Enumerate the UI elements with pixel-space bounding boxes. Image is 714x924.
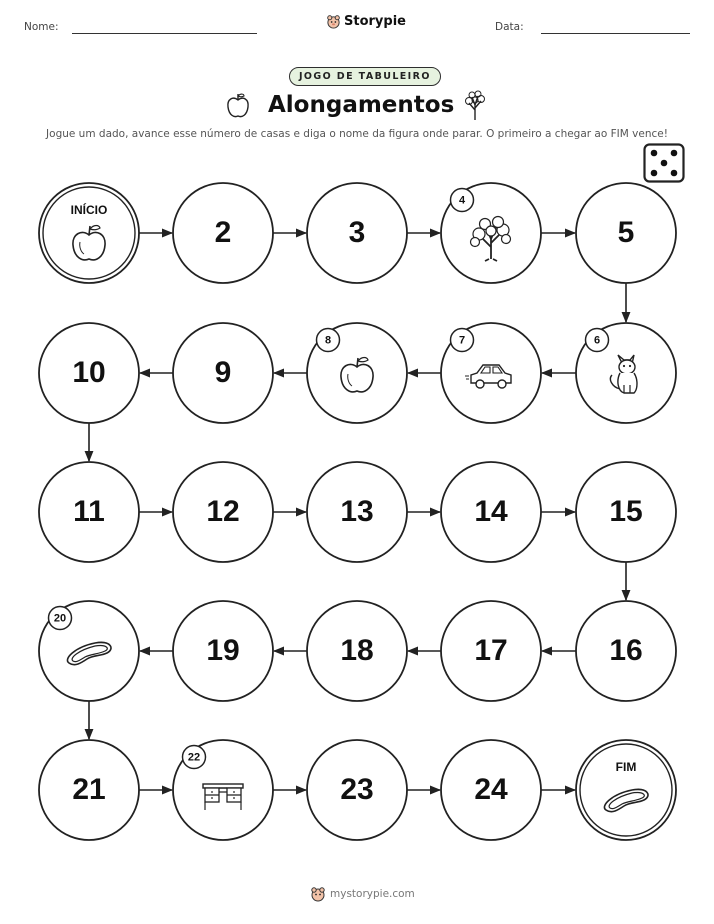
cell-number: 9 xyxy=(214,355,232,389)
end-label: FIM xyxy=(615,760,637,775)
cell-number: 12 xyxy=(206,494,240,528)
footer xyxy=(310,886,415,902)
board-cell-5 xyxy=(576,183,676,283)
storypie-logo-icon xyxy=(310,886,326,902)
cell-number: 14 xyxy=(474,494,508,528)
cell-number: 22 xyxy=(187,751,201,764)
board-cell-25 xyxy=(576,740,676,840)
board-cell-12 xyxy=(173,462,273,562)
cell-number: 20 xyxy=(53,612,67,625)
board-cell-17 xyxy=(441,601,541,701)
board-cell-19 xyxy=(173,601,273,701)
cell-number: 19 xyxy=(206,633,240,667)
cell-number: 24 xyxy=(474,772,508,806)
board-cell-3 xyxy=(307,183,407,283)
board-cell-24 xyxy=(441,740,541,840)
board-cell-20 xyxy=(39,601,139,701)
board-cell-7 xyxy=(441,323,541,423)
board-cell-15 xyxy=(576,462,676,562)
cell-number: 4 xyxy=(458,194,466,207)
board-cell-10 xyxy=(39,323,139,423)
cell-number: 10 xyxy=(72,355,106,389)
board-cell-18 xyxy=(307,601,407,701)
board-cell-11 xyxy=(39,462,139,562)
cell-number: 16 xyxy=(609,633,643,667)
game-type-badge: JOGO DE TABULEIRO xyxy=(289,67,441,86)
board-cell-23 xyxy=(307,740,407,840)
cell-number: 15 xyxy=(609,494,643,528)
name-label: Nome: xyxy=(24,21,59,33)
cell-number: 13 xyxy=(340,494,374,528)
page-title: Alongamentos xyxy=(268,92,455,118)
board-cell-4 xyxy=(441,183,541,283)
cell-number: 18 xyxy=(340,633,374,667)
cell-number: 21 xyxy=(72,772,106,806)
cell-number: 8 xyxy=(324,334,332,347)
board-cell-16 xyxy=(576,601,676,701)
cell-number: 5 xyxy=(617,215,635,249)
cell-number: 2 xyxy=(214,215,232,249)
instructions: Jogue um dado, avance esse número de casas e diga o nome da figura onde parar. O primeiro a chegar ao FIM vence! xyxy=(46,128,668,140)
board-cell-13 xyxy=(307,462,407,562)
board-cell-8 xyxy=(307,323,407,423)
board-cell-2 xyxy=(173,183,273,283)
date-label: Data: xyxy=(495,21,524,33)
cell-number: 6 xyxy=(593,334,601,347)
board-cell-1 xyxy=(39,183,139,283)
board-cell-6 xyxy=(576,323,676,423)
board-cell-14 xyxy=(441,462,541,562)
cell-number: 7 xyxy=(458,334,466,347)
cell-number: 23 xyxy=(340,772,374,806)
cell-number: 17 xyxy=(474,633,508,667)
cell-number: 3 xyxy=(348,215,366,249)
footer-url[interactable]: mystorypie.com xyxy=(330,888,415,900)
board-cell-22 xyxy=(173,740,273,840)
start-label: INÍCIO xyxy=(70,203,108,218)
board-cell-9 xyxy=(173,323,273,423)
cell-number: 11 xyxy=(73,494,105,528)
board-cell-21 xyxy=(39,740,139,840)
brand-name: Storypie xyxy=(344,14,406,29)
